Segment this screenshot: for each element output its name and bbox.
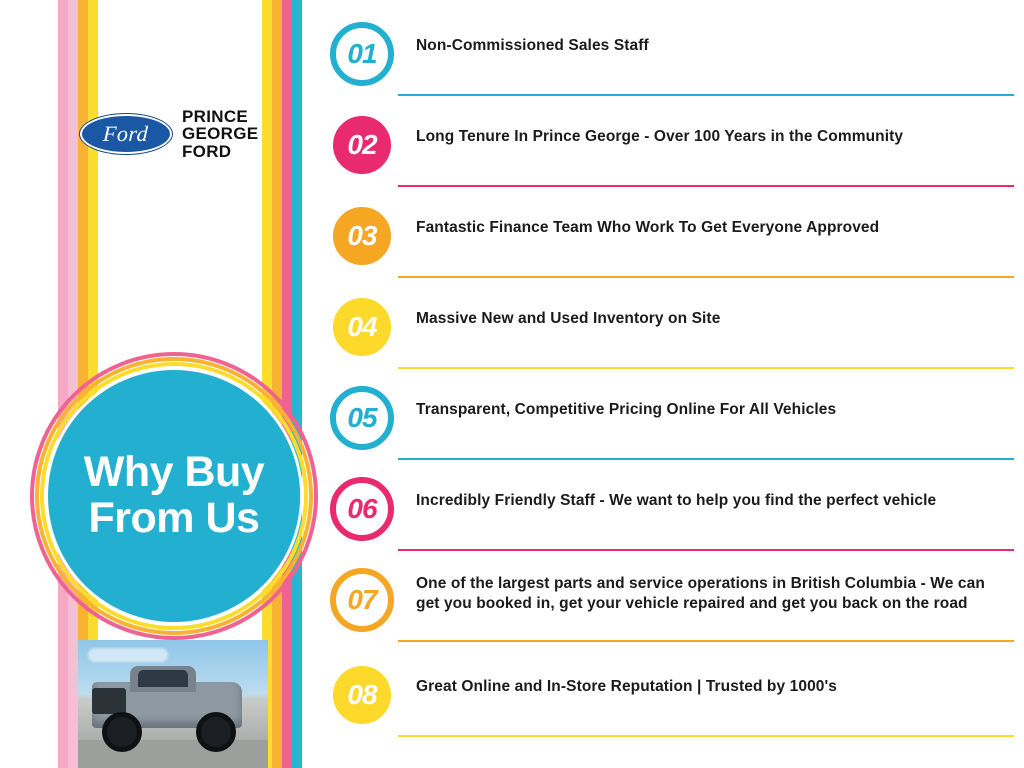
list-item-underline: [398, 276, 1014, 278]
ford-oval-label: Ford: [102, 121, 150, 146]
list-item-text: Massive New and Used Inventory on Site: [416, 310, 721, 327]
list-item: [330, 196, 1024, 284]
list-item-number-badge: [330, 386, 394, 450]
ford-oval-icon: [80, 114, 172, 154]
list-item: [330, 560, 1024, 648]
truck-grille-shape: [92, 688, 126, 714]
list-item-underline: [398, 458, 1014, 460]
list-item-text: Long Tenure In Prince George - Over 100 Years in the Community: [416, 128, 904, 145]
list-item: [330, 655, 1024, 743]
list-item-text: Non-Commissioned Sales Staff: [416, 37, 649, 54]
truck-wheel-front: [102, 712, 142, 752]
list-item-number-badge: [330, 295, 394, 359]
list-item-number-badge: [330, 113, 394, 177]
page-title-line2: From Us: [88, 494, 260, 542]
list-item-text: Transparent, Competitive Pricing Online For All Vehicles: [416, 401, 837, 418]
list-item: [330, 469, 1024, 557]
dealer-name-line3: FORD: [182, 141, 232, 161]
truck-window-shape: [138, 670, 188, 687]
list-item-underline: [398, 640, 1014, 642]
dealer-name-line1: PRINCE: [182, 107, 249, 127]
list-item-number: 06: [347, 493, 377, 524]
list-item-text: One of the largest parts and service operations in British Columbia - We can get you booked in, get your vehicle repaired and get you back on the road: [416, 575, 985, 613]
list-item-number: 03: [347, 220, 377, 251]
list-item-number: 08: [347, 679, 377, 710]
list-item-number-badge: [330, 477, 394, 541]
list-item-number: 07: [347, 584, 377, 615]
list-item-text: Great Online and In-Store Reputation | Trusted by 1000's: [416, 678, 838, 695]
list-item: [330, 105, 1024, 193]
list-item-underline: [398, 735, 1014, 737]
list-item-number: 05: [347, 402, 377, 433]
cloud-shape: [88, 648, 168, 662]
list-item: [330, 14, 1024, 102]
list-item-underline: [398, 94, 1014, 96]
list-item-number: 02: [347, 129, 377, 160]
list-item-underline: [398, 367, 1014, 369]
list-item-underline: [398, 185, 1014, 187]
dealer-name: [182, 108, 258, 160]
page-title-line1: Why Buy: [83, 448, 265, 497]
list-item-number: 04: [347, 311, 377, 342]
list-item-underline: [398, 549, 1014, 551]
truck-wheel-rear: [196, 712, 236, 752]
truck-photo: [78, 640, 268, 768]
list-item-number-badge: [330, 204, 394, 268]
list-item-text: Incredibly Friendly Staff - We want to help you find the perfect vehicle: [416, 492, 937, 509]
list-item: [330, 287, 1024, 375]
dealer-logo: [80, 107, 280, 161]
list-item: [330, 378, 1024, 466]
badge-disc: [48, 370, 300, 622]
dealer-name-line2: GEORGE: [182, 124, 259, 144]
list-item-number-badge: [330, 663, 394, 727]
benefits-list: [330, 14, 1024, 768]
list-item-text: Fantastic Finance Team Who Work To Get Everyone Approved: [416, 219, 880, 236]
why-buy-badge: [30, 352, 318, 640]
list-item-number-badge: [330, 568, 394, 632]
list-item-number-badge: [330, 22, 394, 86]
list-item-number: 01: [347, 38, 377, 69]
